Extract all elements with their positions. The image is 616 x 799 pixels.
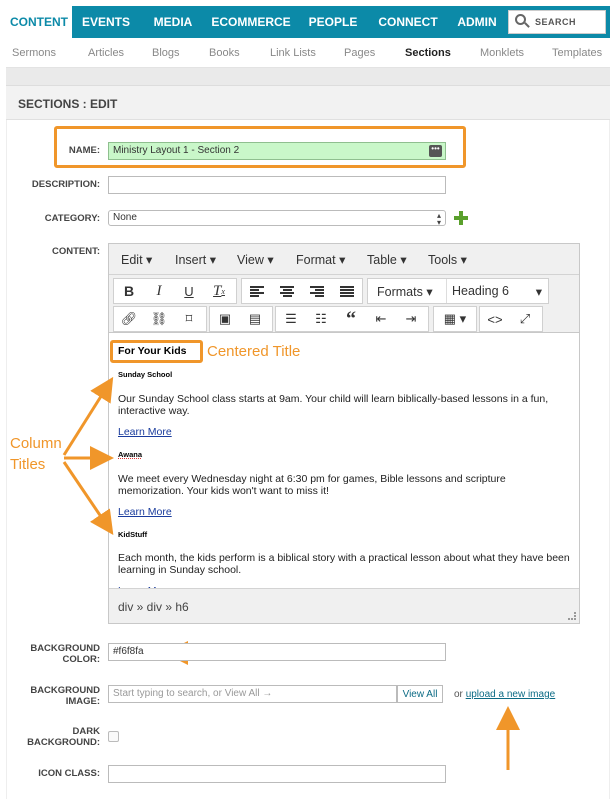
tab-events[interactable]: EVENTS — [81, 15, 130, 29]
numbered-list-icon[interactable]: ☷ — [315, 311, 327, 326]
unlink-icon[interactable]: ⛓︎ — [150, 311, 168, 326]
tab-admin[interactable]: ADMIN — [457, 15, 497, 29]
select-arrows-icon: ▴ ▾ — [436, 211, 441, 227]
view-all-button[interactable]: View All — [397, 685, 443, 703]
tab-content[interactable]: CONTENT — [6, 6, 72, 38]
menu-edit[interactable]: Edit ▾ — [121, 253, 153, 267]
column-text: We meet every Wednesday night at 6:30 pm for games, Bible lessons and scripture memorization. Your kids won't want to miss it! — [118, 473, 506, 497]
icon-class-label: ICON CLASS: — [38, 768, 100, 779]
subnav-item-blogs[interactable]: Blogs — [152, 47, 180, 59]
outdent-icon[interactable]: ⇤ — [375, 311, 387, 326]
tab-ecommerce[interactable]: ECOMMERCE — [211, 15, 291, 29]
column-text: Our Sunday School class starts at 9am. Your child will learn biblically-based lessons in a fun, interactive way. — [118, 393, 549, 417]
learn-more-link[interactable]: Learn More — [118, 426, 172, 438]
menu-view[interactable]: View ▾ — [237, 253, 274, 267]
category-label: CATEGORY: — [44, 213, 100, 224]
code-icon[interactable]: <> — [487, 311, 503, 327]
column-heading: Awana — [118, 450, 143, 459]
fullscreen-icon[interactable]: ⤢ — [519, 311, 531, 326]
menu-tools[interactable]: Tools ▾ — [428, 253, 467, 267]
column-text: Each month, the kids perform is a biblical story with a practical lesson about what they have been learning in Sunday school. — [118, 552, 570, 576]
subnav-item-pages[interactable]: Pages — [344, 47, 376, 59]
upload-text: or upload a new image — [454, 689, 556, 700]
content-label: CONTENT: — [51, 246, 100, 257]
menu-format[interactable]: Format ▾ — [296, 253, 346, 267]
blockquote-icon[interactable]: “ — [346, 307, 356, 330]
dark-bg-label: DARK BACKGROUND: — [27, 726, 100, 748]
column-titles-annotation-1: Column — [10, 435, 62, 452]
name-label: NAME: — [68, 145, 100, 156]
indent-icon[interactable]: ⇥ — [405, 311, 417, 326]
subnav-item-templates[interactable]: Templates — [552, 47, 603, 59]
category-value: None — [113, 212, 137, 223]
element-path: div » div » h6 — [118, 600, 189, 614]
column-heading: Sunday School — [118, 370, 173, 379]
image-icon[interactable]: ▣ — [218, 311, 232, 326]
arrow-kidstuff — [64, 462, 110, 530]
centered-title-annotation: Centered Title — [207, 343, 301, 360]
arrow-group — [64, 382, 508, 770]
heading-dropdown[interactable]: Heading 6 ▾ — [452, 284, 542, 299]
search-label: SEARCH — [535, 17, 577, 27]
dark-bg-checkbox[interactable] — [108, 731, 119, 742]
tab-people[interactable]: PEOPLE — [308, 15, 358, 29]
page-title: SECTIONS : EDIT — [18, 97, 118, 111]
subnav-item-sections[interactable]: Sections — [405, 47, 451, 59]
upload-link[interactable]: upload a new image — [465, 689, 556, 700]
subnav-item-monklets[interactable]: Monklets — [480, 47, 525, 59]
icon-class-field[interactable] — [108, 765, 446, 783]
menu-table[interactable]: Table ▾ — [367, 253, 407, 267]
bg-color-label: BACKGROUND COLOR: — [30, 643, 100, 665]
bg-image-label: BACKGROUND IMAGE: — [30, 685, 100, 707]
tab-media[interactable]: MEDIA — [153, 15, 193, 29]
bullet-list-icon[interactable]: ☰ — [285, 311, 297, 326]
learn-more-link[interactable]: Learn More — [118, 506, 172, 518]
tab-connect[interactable]: CONNECT — [378, 15, 438, 29]
bg-image-search-input[interactable]: Start typing to search, or View All → — [108, 685, 397, 703]
content-title: For Your Kids — [118, 345, 187, 357]
link-icon[interactable]: 🔗︎ — [120, 311, 138, 326]
more-icon[interactable]: ••• — [429, 145, 442, 157]
subnav-item-articles[interactable]: Articles — [88, 47, 125, 59]
menu-insert[interactable]: Insert ▾ — [175, 253, 217, 267]
video-icon[interactable]: ▤ — [248, 311, 262, 326]
formats-dropdown[interactable]: Formats ▾ — [377, 285, 433, 299]
description-label: DESCRIPTION: — [31, 179, 100, 190]
column-titles-annotation-2: Titles — [10, 456, 46, 473]
subnav-item-link-lists[interactable]: Link Lists — [270, 47, 316, 59]
underline-icon[interactable]: U — [184, 283, 194, 299]
bookmark-icon[interactable]: ⌑ — [185, 311, 193, 326]
bg-color-field[interactable]: #f6f8fa — [108, 643, 446, 661]
column-heading: KidStuff — [118, 530, 148, 539]
arrow-sunday-school — [64, 382, 110, 455]
table-icon[interactable]: ▦ ▾ — [443, 311, 467, 326]
clear-format-icon[interactable]: T x — [213, 282, 225, 299]
subnav-item-books[interactable]: Books — [209, 47, 240, 59]
bold-icon[interactable]: B — [123, 283, 135, 299]
name-value: Ministry Layout 1 - Section 2 — [113, 145, 240, 156]
italic-icon[interactable]: I — [156, 282, 162, 299]
subnav-item-sermons[interactable]: Sermons — [12, 47, 57, 59]
